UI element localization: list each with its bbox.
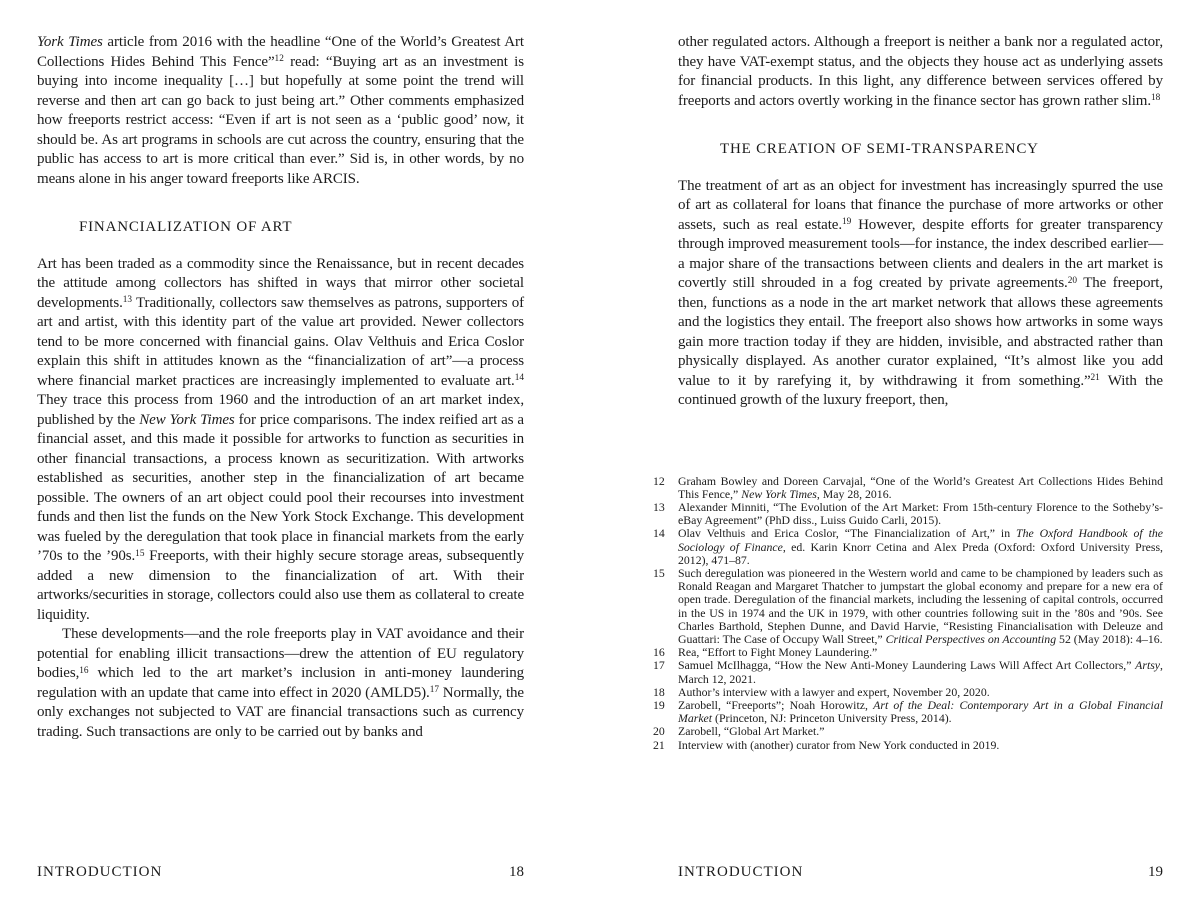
page-number: 19 (1148, 864, 1163, 880)
footnote-number: 14 (653, 526, 665, 541)
footnote-number: 21 (653, 737, 665, 752)
footnote-text: Interview with (another) curator from New York conducted in 2019. (678, 737, 1000, 752)
footnote-item (653, 659, 1163, 685)
footnote-text: Samuel McIlhagga, “How the New Anti-Money Laundering Laws Will Affect Art Collectors,” Artsy, March 12, 2021. (678, 658, 1163, 686)
footnote-text: Alexander Minniti, “The Evolution of the Art Market: From 15th-century Florence to the Sotheby’s-eBay Agreement” (PhD diss., Luiss Guido Carli, 2015). (678, 499, 1163, 528)
left-text-column (37, 33, 524, 742)
paragraph: These developments—and the role freeports play in VAT avoidance and their potential for enabling illicit transactions—drew the attention of EU regulatory bodies,$^{16}$ which led to the art market’s inclusion in anti-money laundering regulation with an update that came into effect in 2020 (AMLD5).$^{17}$ Normally, the only exchanges not subjected to VAT are financial transactions such as currency trading. Such transactions are only to be carried out by banks and (37, 626, 524, 740)
footnote-number: 16 (653, 645, 665, 660)
footnote-number: 17 (653, 658, 665, 673)
footnote-item (653, 501, 1163, 527)
footnotes-list (653, 473, 1163, 752)
footnote-item (653, 739, 1163, 752)
page-number: 18 (509, 864, 524, 880)
footnote-text: Olav Velthuis and Erica Coslor, “The Financialization of Art,” in The Oxford Handbook of the Sociology of Finance, ed. Karin Knorr Cetina and Alex Preda (Oxford: Oxford University Press, 2012), 471–87. (678, 526, 1163, 567)
footnote-number: 19 (653, 697, 665, 712)
paragraph-continuation: other regulated actors. Although a freeport is neither a bank nor a regulated actor, they have VAT-exempt status, and the objects they house act as underlying assets for financial products. In this light, any difference between services offered by freeports and actors overtly working in the finance sector has grown rather slim.$^{18}$ (678, 34, 1163, 109)
footnote-item (653, 567, 1163, 646)
footnote-number: 20 (653, 724, 665, 739)
right-text-column (653, 33, 1163, 752)
page-footer-left (37, 863, 524, 882)
footnote-item (653, 699, 1163, 725)
page-right (600, 0, 1200, 912)
paragraph: Art has been traded as a commodity since the Renaissance, but in recent decades the attitude among collectors has shifted in ways that mirror other societal developments.$^{13}$ Traditionally, collectors saw themselves as patrons, supporters of art and artist, with this identity part of the value art provided. Newer collectors tend to be more concerned with financial gains. Olav Velthuis and Erica Coslor explain this shift in attitudes known as the “financialization of art”—a process where financial market practices are increasingly implemented to evaluate art.$^{14}$ They trace this process from 1960 and the introduction of an art market index, published by the New York Times for price comparisons. The index reified art as a financial asset, and this made it possible for artworks to function as securities in other financial transactions, a process known as securitization. With artworks established as securities, another step in the financialization of art became possible. The owners of an art object could pool their recourses into investment funds and then list the funds on the New York Stock Exchange. This development was fueled by the deregulation that took place in financial markets from the early ’70s to the ’90s.$^{15}$ Freeports, with their highly secure storage areas, subsequently added a new dimension to the financialization of art. With their artworks/securities in storage, collectors could also use them as collateral to create liquidity. (37, 255, 524, 623)
footnote-item (653, 527, 1163, 567)
footnote-text: Such deregulation was pioneered in the Western world and came to be championed by leaders such as Ronald Reagan and Margaret Thatcher to jumpstart the global economy and prepare for a new era of open trade. Deregulation of the financial markets, including the lessening of capital controls, occurred in the US in 1974 and the UK in 1979, with other countries following suit in the ’80s and ’90s. See Charles Barthold, Stephen Dunne, and David Harvie, “Resisting Financialisation with Deleuze and Guattari: The Case of Occupy Wall Street,” Critical Perspectives on Accounting 52 (May 2018): 4–16. (678, 565, 1163, 646)
paragraph: The treatment of art as an object for investment has increasingly spurred the use of art as collateral for loans that finance the purchase of more artworks or other assets, such as real estate.$^{19}$ However, despite efforts for greater transparency through improved measurement tools—for instance, the index described earlier—a major share of the transactions between clients and dealers in the art market is covertly still shrouded in a fog created by private agreements.$^{20}$ The freeport, then, functions as a node in the art market network that allows these agreements and the logistics they entail. The freeport also shows how artworks in some ways gain more traction today if they are hidden, invisible, and abstracted rather than physically displayed. As another curator explained, “It’s almost like you add value to it by rarefying it, by withdrawing it from something.”$^{21}$ With the continued growth of the luxury freeport, then, (678, 177, 1163, 408)
footnote-text: Author’s interview with a lawyer and expert, November 20, 2020. (678, 684, 990, 699)
footnote-item (653, 475, 1163, 501)
footnote-text: Graham Bowley and Doreen Carvajal, “One of the World’s Greatest Art Collections Hides Behind This Fence,” New York Times, May 28, 2016. (678, 473, 1163, 501)
footnote-number: 18 (653, 684, 665, 699)
section-heading-financialization: FINANCIALIZATION OF ART (79, 219, 293, 235)
footnote-text: Zarobell, “Freeports”; Noah Horowitz, Art of the Deal: Contemporary Art in a Global Financial Market (Princeton, NJ: Princeton University Press, 2014). (678, 697, 1163, 726)
footnote-number: 15 (653, 565, 665, 580)
footnote-number: 13 (653, 499, 665, 514)
page-footer-right (678, 863, 1163, 882)
running-head: INTRODUCTION (678, 864, 804, 880)
footnote-number: 12 (653, 473, 665, 488)
paragraph-continuation: York Times article from 2016 with the headline “One of the World’s Greatest Art Collections Hides Behind This Fence”$^{12}$ read: “Buying art as an investment is buying into income inequality […] but hopefully at some point the trend will reverse and then art can go back to just being art.” Other comments emphasized how freeports restrict access: “Even if art is not seen as a ‘public good’ now, it should be. As art programs in schools are cut across the country, ensuring that the public has access to art is more critical than ever.” Sid is, in other words, by no means alone in his anger toward freeports like ARCIS. (37, 34, 524, 187)
footnote-text: Zarobell, “Global Art Market.” (678, 724, 825, 739)
section-heading-semi-transparency: THE CREATION OF SEMI-TRANSPARENCY (720, 141, 1039, 157)
running-head: INTRODUCTION (37, 864, 163, 880)
footnote-text: Rea, “Effort to Fight Money Laundering.” (678, 645, 878, 660)
